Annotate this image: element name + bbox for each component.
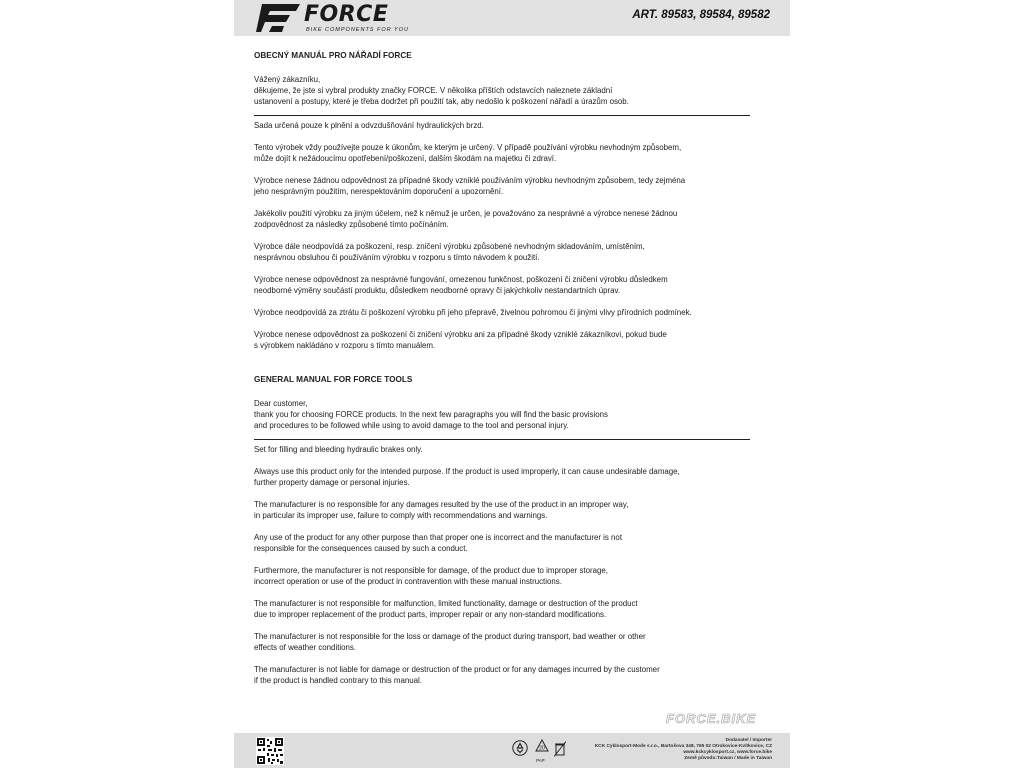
- text-line: nesprávnou obsluhou či používáním výrobku v rozporu s tímto návodem k použití.: [254, 253, 540, 262]
- force-bike-watermark: FORCE.BIKE: [666, 711, 757, 726]
- importer-web: www.kckcyklosport.cz, www.force.bike: [683, 750, 772, 755]
- text-line: Výrobce nenese žádnou odpovědnost za případné škody vzniklé používáním výrobku nevhodným způsobem, tedy zejména: [254, 176, 686, 185]
- article-numbers: ART. 89583, 89584, 89582: [632, 9, 770, 21]
- text-line: The manufacturer is not responsible for the loss or damage of the product during transport, bad weather or other: [254, 632, 646, 641]
- text-line: responsible for the consequences caused by such a conduct.: [254, 544, 468, 553]
- text-line: Výrobce dále neodpovídá za poškození, resp. zničení výrobku způsobené nevhodným skladováním, umístěním,: [254, 242, 645, 251]
- text-line: if the product is handled contrary to this manual.: [254, 676, 422, 685]
- recycle-icon: [512, 740, 528, 756]
- text-line: The manufacturer is not responsible for malfunction, limited functionality, damage or destruction of the product: [254, 599, 638, 608]
- english-intro: [254, 398, 750, 431]
- text-line: due to improper replacement of the product parts, improper repair or any non-standard modifications.: [254, 610, 607, 619]
- text-line: jeho nesprávným použitím, nerespektováním doporučení a upozornění.: [254, 187, 504, 196]
- force-logo: [256, 2, 426, 36]
- czech-title: OBECNÝ MANUÁL PRO NÁŘADÍ FORCE: [254, 51, 412, 60]
- header-bar: [234, 0, 790, 36]
- text-line: Any use of the product for any other purpose than that proper one is incorrect and the manufacturer is not: [254, 533, 623, 542]
- text-line: Výrobce neodpovídá za ztrátu či poškození výrobku při jeho přepravě, živelnou pohromou či jinými vlivy přírodních podmínek.: [254, 308, 692, 317]
- czech-paragraph: [254, 241, 750, 263]
- brand-tagline: BIKE COMPONENTS FOR YOU: [306, 27, 409, 33]
- manual-page: [234, 0, 790, 768]
- english-paragraph: [254, 598, 750, 620]
- text-line: The manufacturer is no responsible for any damages resulted by the use of the product in an improper way,: [254, 500, 629, 509]
- force-logo-icon: [256, 2, 302, 34]
- text-line: Furthermore, the manufacturer is not responsible for damage, of the product due to improper storage,: [254, 566, 608, 575]
- english-paragraph: [254, 532, 750, 554]
- text-line: zodpovědnost za následky způsobené tímto počínáním.: [254, 220, 449, 229]
- text-line: Sada určená pouze k plnění a odvzdušňování hydraulických brzd.: [254, 121, 484, 130]
- text-line: Always use this product only for the intended purpose. If the product is used improperly, it can cause undesirable damage,: [254, 467, 680, 476]
- text-line: ustanovení a postupy, které je třeba dodržet při použití tak, aby nedošlo k poškození nářadí a úrazům osob.: [254, 97, 629, 106]
- qr-code-icon: [256, 737, 284, 765]
- czech-paragraph: [254, 329, 750, 351]
- text-line: The manufacturer is not liable for damage or destruction of the product or for any damages incurred by the customer: [254, 665, 660, 674]
- text-line: děkujeme, že jste si vybral produkty značky FORCE. V několika příštích odstavcích naleznete základní: [254, 86, 613, 95]
- text-line: incorrect operation or use of the product in contravention with these manual instructions.: [254, 577, 562, 586]
- czech-paragraph: [254, 208, 750, 230]
- text-line: Set for filling and bleeding hydraulic brakes only.: [254, 445, 423, 454]
- english-paragraph: [254, 466, 750, 488]
- text-line: and procedures to be followed while using to avoid damage to the tool and personal injury.: [254, 421, 569, 430]
- importer-title: Dodavatel / Importer: [725, 738, 772, 743]
- pap-label: PAP: [536, 758, 545, 763]
- text-line: Výrobce nenese odpovědnost za nesprávné fungování, omezenou funkčnost, poškození či zničení výrobku důsledkem: [254, 275, 668, 284]
- svg-text:20: 20: [539, 745, 545, 752]
- origin-country: Země původu:Taiwan / Made in Taiwan: [684, 756, 772, 761]
- text-line: s výrobkem nakládáno v rozporu s tímto manuálem.: [254, 341, 436, 350]
- text-line: neodborné výměny součástí produktu, důsledkem neodborné opravy či jakýchkoliv nestandartních úprav.: [254, 286, 621, 295]
- czech-paragraph: [254, 307, 750, 318]
- text-line: Jakékoliv použití výrobku za jiným účelem, než k němuž je určen, je považováno za nesprávné a výrobce nenese žádnou: [254, 209, 678, 218]
- divider: [254, 439, 750, 440]
- text-line: Dear customer,: [254, 399, 308, 408]
- paper-recycling-icon: [534, 738, 550, 758]
- english-paragraph: [254, 565, 750, 587]
- divider: [254, 115, 750, 116]
- czech-intro: [254, 74, 750, 107]
- text-line: Výrobce nenese odpovědnost za poškození či zničení výrobku ani za případné škody vzniklé zákazníkovi, pokud bude: [254, 330, 667, 339]
- czech-paragraph: [254, 274, 750, 296]
- czech-paragraph: [254, 175, 750, 197]
- english-paragraph: [254, 444, 750, 455]
- manual-content: [254, 50, 750, 697]
- czech-paragraph: [254, 142, 750, 164]
- text-line: Vážený zákazníku,: [254, 75, 321, 84]
- importer-address: KCK Cyklosport-Mode s.r.o., Bartošova 348, 765 02 Otrokovice-Kvítkovice, CZ: [594, 744, 772, 749]
- section-gap: [254, 362, 750, 374]
- importer-info: [595, 738, 772, 762]
- english-paragraph: [254, 631, 750, 653]
- text-line: effects of weather conditions.: [254, 643, 357, 652]
- trash-bin-icon: [554, 741, 566, 757]
- text-line: může dojít k nežádoucímu opotřebení/poškození, dalším škodám na majetku či zdraví.: [254, 154, 557, 163]
- text-line: in particular its improper use, failure to comply with recommendations and warnings.: [254, 511, 548, 520]
- english-paragraph: [254, 499, 750, 521]
- english-paragraph: [254, 664, 750, 686]
- brand-name: FORCE: [304, 2, 389, 27]
- english-title: GENERAL MANUAL FOR FORCE TOOLS: [254, 375, 413, 384]
- footer-bar: [234, 733, 790, 768]
- czech-paragraph: [254, 120, 750, 131]
- text-line: thank you for choosing FORCE products. In the next few paragraphs you will find the basic provisions: [254, 410, 608, 419]
- text-line: Tento výrobek vždy používejte pouze k úkonům, ke kterým je určený. V případě používání výrobku nevhodným způsobem,: [254, 143, 682, 152]
- text-line: further property damage or personal injuries.: [254, 478, 410, 487]
